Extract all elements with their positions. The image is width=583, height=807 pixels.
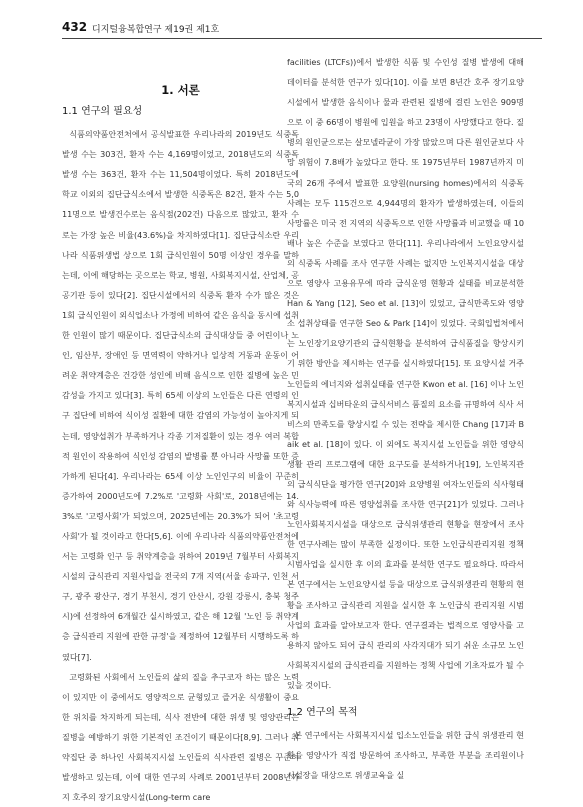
body-paragraph: 식품의약품안전처에서 공식발표한 우리나라의 2019년도 식중독 발생 수는 303건, 환자 수는 4,169명이었고, 2018년도의 식중독 발생 수는 363건, 환자 수는 11,504명이었다. 특히 2018년도에 학교 이외의 집단급식소에서 발생한 식중독은 82건, 환자 수는 5,011명으로 발생건수로는 음식점(202건) 다음으로 많았고, 환자 수로는 가장 높은 비율(43.6%)을 차지하였다[1]. 집단급식소란 우리나라 식품위생법 상으로 1회 급식인원이 50명 이상인 경우를 말하는데, 이에 해당하는 곳으로는 학교, 병원, 사회복지시설, 산업체, 공공기관 등이 있다[2]. 집단시설에서의 식중독 환자 수가 많은 것은 1회 급식인원이 외식업소나 가정에 비하여 같은 음식을 동시에 섭취한 인원이 많기 때문이다. 집단급식소의 급식대상들 중 어린이나 노인, 임산부, 장애인 등 면역력이 약하거나 일상적 거동과 운동이 어려운 취약계층은 건강한 성인에 비해 음식으로 인한 질병에 높은 민감성을 가지고 있다[3]. 특히 65세 이상의 노인들은 다른 연령의 인구 집단에 비하여 식이성 질환에 대한 감염의 가능성이 높아지게 되는데, 영양섭취가 부족하거나 각종 기저질환이 있는 경우 여러 복합적 원인이 작용하여 식인성 감염의 발병률 뿐 아니라 사망률 또한 증가하게 된다[4]. 우리나라는 65세 이상 노인인구의 비율이 꾸준히 증가하여 2000년도에 7.2%로 '고령화 사회'로, 2018년에는 14.3%로 '고령사회'가 되었으며, 2025년에는 20.3%가 되어 '초고령사회'가 될 것이라고 한다[5,6]. 이에 우리나라 식품의약품안전처에서는 고령화 인구 등 취약계층을 위하여 2019년 7월부터 사회복지시설의 급식관리 지원사업을 전국의 7개 지역(서울 송파구, 인천 서구, 광주 광산구, 경기 부천시, 경기 안산시, 강원 강릉시, 충북 청주시)에 선정하여 6개월간 실시하였고, 같은 해 12월 '노인 등 취약계층 급식관리 지원에 관한 규정'을 제정하여 12월부터 시행하도록 하였다[7]. bbox=[62, 129, 299, 662]
page-number: 432 bbox=[62, 20, 88, 34]
body-paragraph: 본 연구에서는 사회복지시설 입소노인들을 위한 급식 위생관리 현황을 영양사가 직접 방문하여 조사하고, 부족한 부분을 조리원이나 시설장을 대상으로 위생교육을 실 bbox=[287, 730, 524, 781]
body-paragraph-continued: facilities (LTCFs))에서 발생한 식품 및 수인성 질병 발생에 대해 데이터를 분석한 연구가 있다[10]. 이를 보면 8년간 호주 장기요양시설에서 발생한 음식이나 물과 관련된 질병에 걸린 노인은 909명으로 이 중 66명이 병원에 입원을 하고 23명이 사망했다고 한다. 질병의 원인균으로는 살모넬라균이 가장 많았으며 다른 원인균보다 사망 위험이 7.8배가 높았다고 한다. 또 1975년부터 1987년까지 미국의 26개 주에서 발표한 요양원(nursing homes)에서의 식중독 사례는 모두 115건으로 4,944명의 환자가 발생하였는데, 이들의 사망률은 미국 전 지역의 식중독으로 인한 사망률과 비교했을 때 10배나 높은 수준을 보였다고 한다[11]. 우리나라에서 노인요양시설의 식중독 사례를 조사 연구한 사례는 없지만 노인복지시설을 대상으로 영양사 고용유무에 따라 급식운영 현황과 실태를 비교분석한 Han & Yang [12], Seo et al. [13]이 있었고, 급식만족도와 영양소 섭취상태를 연구한 Seo & Park [14]이 있었다. 국회입법처에서는 노인장기요양기관의 급식현황을 분석하여 급식품질을 향상시키기 위한 방안을 제시하는 연구를 실시하였다[15]. 또 요양시설 거주노인들의 에너지와 섭취실태를 연구한 Kwon et al. [16] 이나 노인복지시설과 십버타운의 급식서비스 품질의 요소를 규명하여 식사 서비스의 만족도를 향상시킬 수 있는 전략을 제시한 Chang [17]과 Baik et al. [18]이 있다. 이 외에도 복지시설 노인들을 위한 영양식생활 관리 프로그램에 대한 요구도를 분석하거나[19], 노인복지관의 급식식단을 평가한 연구[20]와 요양병원 여자노인들의 식사형태와 식사능력에 따른 영양섭취를 조사한 연구[21]가 있었다. 그러나 노인사회복지시설을 대상으로 급식위생관리 현황을 현장에서 조사한 연구사례는 많이 부족한 실정이다. 또한 노인급식관리지원 정책 시범사업을 실시한 후 이의 효과를 분석한 연구도 필요하다. 따라서 본 연구에서는 노인요양시설 등을 대상으로 급식위생관리 현황의 현황을 조사하고 급식관리 지원을 실시한 후 노인급식 관리지원 시범사업의 효과를 알아보고자 한다. 연구결과는 법적으로 영양사를 고용하지 않아도 되어 급식 관리의 사각지대가 되기 쉬운 소규모 노인사회복지시설의 급식관리를 지원하는 정책 사업에 기초자료가 될 수 있을 것이다. bbox=[287, 57, 524, 690]
right-column bbox=[287, 52, 524, 792]
subsection-title-purpose: 1.2 연구의 목적 bbox=[287, 707, 358, 718]
subsection-title-need: 1.1 연구의 필요성 bbox=[62, 106, 143, 118]
body-paragraph: 고령화된 사회에서 노인들의 삶의 질을 추구코자 하는 많은 노력이 있지만 이 중에서도 영양적으로 균형있고 즐거운 식생활이 중요한 위치를 차지하게 되는데, 식사 전반에 대한 위생 및 영양관리는 질병을 예방하기 위한 기본적인 조건이기 때문이다[8,9]. 그러나 취약집단 중 하나인 사회복지시설 노인들의 식사관련 질병은 꾸준히 발생하고 있는데, 이에 대한 연구의 사례로 2001년부터 2008년까지 호주의 장기요양시설(Long-term care bbox=[62, 671, 299, 803]
journal-title: 디지털융복합연구 제19권 제1호 bbox=[92, 25, 220, 35]
running-header bbox=[62, 20, 542, 39]
section-title-introduction: 1. 서론 bbox=[161, 83, 200, 97]
left-column bbox=[62, 52, 299, 803]
